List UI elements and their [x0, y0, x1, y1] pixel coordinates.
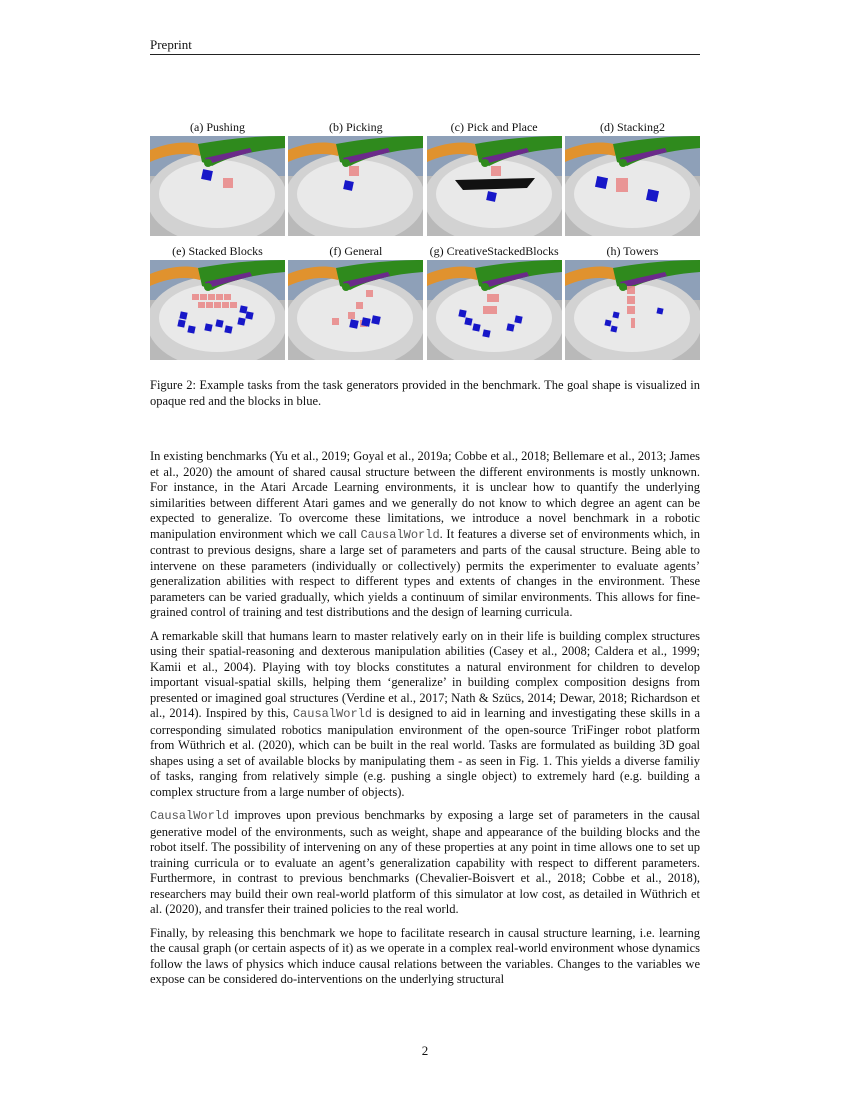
fingertip: [342, 159, 350, 167]
blue-block: [237, 317, 245, 325]
figure-row-top: [150, 120, 700, 236]
paragraph-1: [150, 449, 700, 621]
scene-general: [288, 260, 423, 360]
panel-pick-and-place: [427, 120, 562, 236]
blue-block: [177, 319, 185, 327]
arena-floor: [574, 160, 690, 228]
scene-pushing: [150, 136, 285, 236]
fingertip: [619, 159, 627, 167]
code-term-causalworld: CausalWorld: [360, 527, 440, 542]
paragraph-text: Finally, by releasing this benchmark we hope to facilitate research in causal structure learning, i.e. learning the causal graph (or certain aspects of it) as we operate in a complex real-world environment whose dynamics follow the laws of physics which induce causal relations between the variables. Changes to the variables we expose can be considered do-interventions on the underlying structural: [150, 925, 700, 986]
paragraph-text: A remarkable skill that humans learn to master relatively early on in their life is building complex structures using their spatial-reasoning and dexterous manipulation abilities (Casey et al., 2008; Caldera et al., 1999; Kamii et al., 2004). Playing with toy blocks constitutes a natural environment for children to develop important visual-spatial skills, helping them ‘generalize’ in building complex composition designs from presented or imagined goal structures (Verdine et al., 2017; Nath & Szücs, 2014; Dewar, 2018; Richardson et al., 2014). Inspired by this,: [150, 628, 700, 720]
paragraph-2: [150, 629, 700, 801]
scene-pick-and-place: [427, 136, 562, 236]
body-text: [150, 449, 700, 996]
goal-shape: [627, 306, 635, 314]
goal-shape: [192, 294, 199, 300]
paragraph-text: improves upon previous benchmarks by exposing a large set of parameters in the causal generative model of the environments, such as weight, shape and appearance of the building blocks and the robot itself. The possibility of intervening on any of these properties at any point in time allows one to set up training curricula or to evaluate an agent’s generalization capability with respect to different parameters. Furthermore, in contrast to previous benchmarks (Chevalier-Boisvert et al., 2018; Cobbe et al., 2018), researchers may build their own real-world platform of this simulator at low cost, as detailed in Wüthrich et al. (2020), and transfer their trained policies to the real world.: [150, 808, 700, 916]
blue-block: [201, 169, 213, 181]
blue-block: [486, 191, 497, 202]
figure-row-bottom: [150, 244, 700, 360]
blue-block: [612, 311, 619, 318]
blue-block: [215, 319, 223, 327]
blue-block: [350, 319, 359, 328]
panel-label: (e) Stacked Blocks: [172, 244, 263, 258]
goal-shape: [332, 318, 339, 325]
blue-block: [179, 311, 187, 319]
panel-picking: [288, 120, 423, 236]
blue-block: [204, 323, 212, 331]
blue-block: [604, 319, 611, 326]
panel-label: (a) Pushing: [190, 120, 245, 134]
blue-block: [514, 315, 522, 323]
scene-towers: [565, 260, 700, 360]
goal-shape: [487, 294, 499, 302]
goal-shape: [366, 290, 373, 297]
goal-shape: [198, 302, 205, 308]
paragraph-4: [150, 926, 700, 988]
goal-shape: [208, 294, 215, 300]
panel-label: (f) General: [329, 244, 383, 258]
goal-shape: [491, 166, 501, 176]
figure-2: [150, 120, 700, 360]
blue-block: [472, 323, 480, 331]
goal-shape: [356, 302, 363, 309]
goal-shape: [349, 166, 359, 176]
blue-block: [646, 189, 659, 202]
scene-stacking2: [565, 136, 700, 236]
blue-block: [187, 325, 195, 333]
panel-creative-stacked-blocks: [427, 244, 562, 360]
goal-shape: [483, 306, 497, 314]
arena-floor: [159, 160, 275, 228]
goal-shape: [200, 294, 207, 300]
paragraph-text: is designed to aid in learning and investigating these skills in a corresponding simulated robotics manipulation environment of the open-source TriFinger robot platform from Wüthrich et al. (2020), which can be built in the real world. Tasks are formulated as building 3D goal shapes using a set of available blocks by manipulating them - as seen in Fig. 1. This yields a diverse familiy of tasks, ranging from relatively simple (e.g. pushing a single object) to extremely hard (e.g. building a complex structure from a large number of objects).: [150, 706, 700, 799]
fingertip: [204, 283, 212, 291]
panel-general: [288, 244, 423, 360]
fingertip: [204, 159, 212, 167]
blue-block: [362, 317, 371, 326]
panel-pushing: [150, 120, 285, 236]
goal-shape: [216, 294, 223, 300]
blue-block: [245, 311, 253, 319]
panel-stacked-blocks: [150, 244, 285, 360]
goal-shape: [348, 312, 355, 319]
figure-caption: Figure 2: Example tasks from the task generators provided in the benchmark. The goal shape is visualized in opaque red and the blocks in blue.: [150, 378, 700, 408]
blue-block: [372, 315, 381, 324]
panel-stacking2: [565, 120, 700, 236]
running-header: Preprint: [150, 37, 700, 55]
blue-block: [464, 317, 472, 325]
goal-shape: [616, 178, 628, 192]
panel-label: (b) Picking: [328, 120, 383, 134]
panel-towers: [565, 244, 700, 360]
blue-block: [656, 307, 663, 314]
blue-block: [224, 325, 232, 333]
blue-block: [343, 180, 354, 191]
fingertip: [481, 159, 489, 167]
panel-label: (g) CreativeStackedBlocks: [429, 244, 559, 258]
scene-stacked-blocks: [150, 260, 285, 360]
goal-shape: [222, 302, 229, 308]
blue-block: [506, 323, 514, 331]
goal-shape: [627, 286, 635, 294]
panel-label: (c) Pick and Place: [450, 120, 538, 134]
goal-shape: [206, 302, 213, 308]
panel-label: (d) Stacking2: [599, 120, 665, 134]
blue-block: [610, 325, 617, 332]
goal-shape: [223, 178, 233, 188]
panel-label: (h) Towers: [606, 244, 659, 258]
blue-block: [458, 309, 466, 317]
scene-picking: [288, 136, 423, 236]
goal-shape: [627, 296, 635, 304]
fingertip: [342, 283, 350, 291]
blue-block: [239, 305, 247, 313]
paragraph-text: In existing benchmarks (Yu et al., 2019; Goyal et al., 2019a; Cobbe et al., 2018; Bellemare et al., 2013; James et al., 2020) the amount of shared causal structure between the different environments is mostly unknown. For instance, in the Atari Arcade Learning environments, it is unclear how to quantify the underlying similarities between different Atari games and we generally do not know to which degree an agent can be expected to generalize. To overcome these limitations, we introduce a novel benchmark in a robotic manipulation environment which we call: [150, 449, 700, 541]
page-number: 2: [421, 1043, 429, 1058]
paragraph-3: [150, 808, 700, 918]
goal-shape: [224, 294, 231, 300]
paragraph-text: . It features a diverse set of environments which, in contrast to previous designs, share a large set of parameters and parts of the causal structure. Being able to intervene on these parameters (individually or collectively) permits the experimenter to evaluate agents’ generalization abilities with respect to different types and extents of changes in the environment. These parameters can be varied gradually, which yields a continuum of similar environments. This allows for fine-grained control of training and test distributions and the design of learning curricula.: [150, 526, 700, 619]
scene-creative-stacked-blocks: [427, 260, 562, 360]
fingertip: [619, 283, 627, 291]
goal-shape: [214, 302, 221, 308]
fingertip: [481, 283, 489, 291]
goal-shape: [230, 302, 237, 308]
code-term-causalworld: CausalWorld: [150, 809, 230, 823]
goal-shape: [631, 318, 635, 328]
code-term-causalworld: CausalWorld: [292, 707, 373, 721]
blue-block: [595, 176, 608, 189]
blue-block: [482, 329, 490, 337]
